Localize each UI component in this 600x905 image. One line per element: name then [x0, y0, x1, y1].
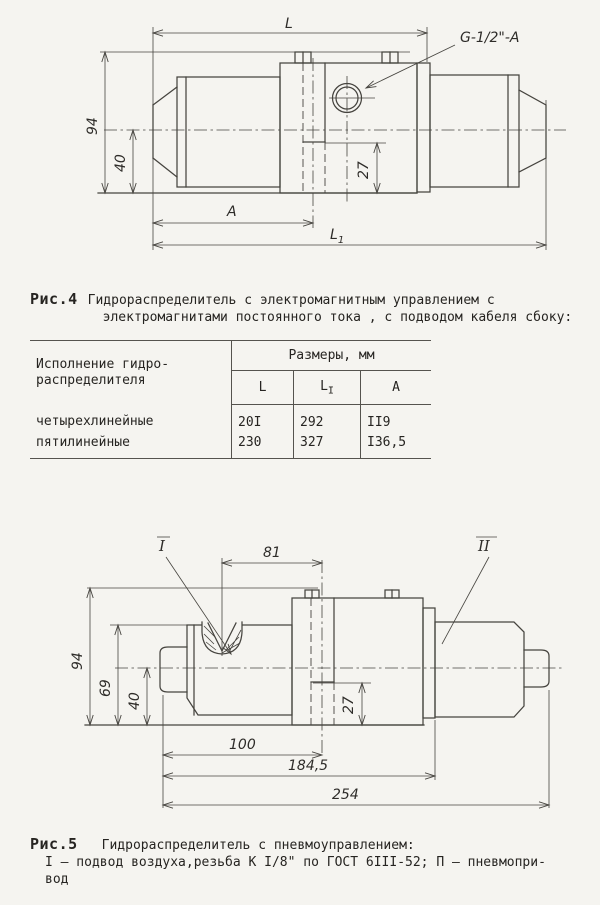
table-sizes-header: Размеры, мм [232, 341, 432, 371]
fig4-port-circle [329, 76, 375, 205]
table-cell-L1: 292 [294, 405, 361, 433]
fig5-dim-69: 69 [98, 679, 114, 697]
fig5-dim-100: 100 [229, 737, 256, 753]
fig5-dim-40: 40 [127, 692, 143, 710]
fig5-dim-94: 94 [70, 652, 86, 670]
figure5-drawing [0, 520, 600, 830]
fig4-port-label: G-1/2"-A [460, 30, 520, 46]
table-cell-name: четырехлинейные [30, 405, 232, 433]
fig5-air-inlet-funnel [202, 558, 242, 656]
figure4-drawing [0, 0, 600, 285]
dimensions-table [30, 340, 431, 459]
figure4-caption-label: Рис.4 [30, 290, 78, 308]
figure5-caption [30, 836, 590, 888]
fig5-dim-81: 81 [263, 545, 281, 561]
table-cell-L1: 327 [294, 432, 361, 459]
figure4-caption-line2: электромагнитами постоянного тока , с подводом кабеля сбоку: [102, 310, 573, 325]
fig4-extension-lines [98, 27, 546, 250]
table-cell-L: 230 [232, 432, 294, 459]
fig4-dim-A: A [227, 204, 237, 220]
table-cell-A: I36,5 [367, 434, 407, 450]
fig5-dim-184-5: 184,5 [288, 758, 329, 774]
fig5-callout-I-label: I [159, 537, 165, 555]
fig4-dim-94: 94 [85, 117, 101, 135]
figure4-caption [30, 291, 578, 326]
table-subheader-A: A [361, 371, 432, 405]
table-row [30, 405, 431, 433]
fig5-dim-27: 27 [341, 696, 357, 714]
fig4-left-electromagnet [153, 77, 280, 187]
fig4-right-electromagnet [417, 63, 546, 192]
figure5-caption-line3: вод [45, 872, 69, 887]
table-subheader-L1: $L_I$ [294, 371, 361, 405]
fig4-dim-27: 27 [356, 161, 372, 179]
figure5-caption-label: Рис.5 [30, 835, 78, 853]
figure5-caption-line1: Гидрораспределитель с пневмоуправлением: [101, 838, 415, 853]
table-col1-header: Исполнение гидро- распределителя [30, 341, 232, 405]
table-row [30, 432, 431, 459]
fig4-dimensions [85, 16, 546, 246]
table-cell-A: II9 [367, 414, 391, 430]
fig5-callout-II [442, 537, 497, 644]
fig5-dimensions [70, 545, 549, 805]
fig5-valve-body [292, 590, 423, 725]
fig4-port-leader [366, 30, 520, 88]
table-subheader-L: L [232, 371, 294, 405]
fig5-dim-254: 254 [332, 787, 359, 803]
fig5-pneumatic-drive [423, 608, 549, 718]
table-cell-L: 20I [232, 405, 294, 433]
table-cell-name: пятилинейные [30, 432, 232, 459]
fig4-dim-L1: $L_1$ [330, 227, 345, 246]
fig4-dim-L: L [285, 16, 293, 32]
figure5-caption-line2: I – подвод воздуха,резьба К I/8" по ГОСТ 6III-52; П – пневмопри- [45, 855, 546, 870]
figure4-caption-line1: Гидрораспределитель с электромагнитным управлением с [87, 293, 495, 308]
fig4-valve-body [280, 52, 417, 228]
fig4-dim-40: 40 [113, 154, 129, 172]
fig5-callout-II-label: II [478, 537, 490, 555]
